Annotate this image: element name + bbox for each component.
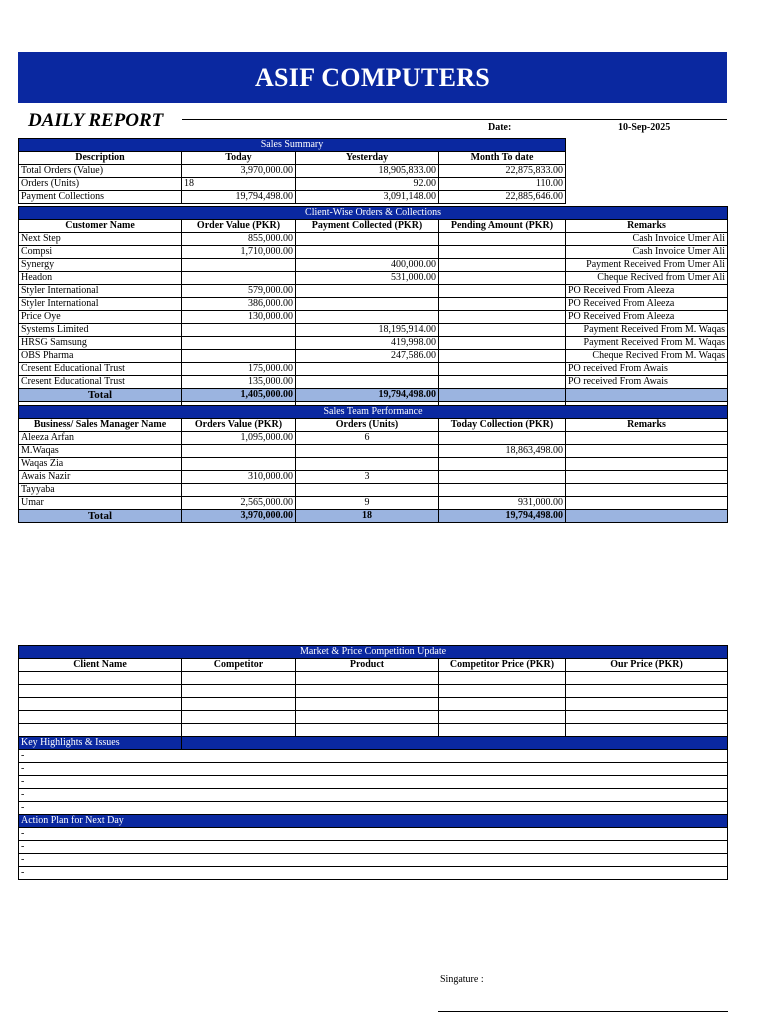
payment-collected [296,363,439,376]
signature-label: Singature : [440,974,484,985]
table-row [19,497,728,510]
column-header: Payment Collected (PKR) [296,220,439,233]
key-highlights-label: Key Highlights & Issues [19,737,182,750]
payment-collected: 18,195,914.00 [296,324,439,337]
manager-name: Awais Nazir [19,471,182,484]
sales-summary-table [18,138,566,204]
customer-name: Price Oye [19,311,182,324]
cell: 22,875,833.00 [439,165,566,178]
manager-name: M.Waqas [19,445,182,458]
highlight-item-text: - [19,776,728,789]
pending-amount [439,285,566,298]
pending-amount [439,311,566,324]
total-order-value: 1,405,000.00 [182,389,296,402]
payment-collected [296,298,439,311]
table-row [19,350,728,363]
manager-name: Waqas Zia [19,458,182,471]
client-wise-table [18,206,728,523]
cell: 18 [182,178,296,191]
remarks: PO received From Awais [566,363,728,376]
remarks: Cheque Recived from Umer Ali [566,272,728,285]
total-today-collection: 19,794,498.00 [439,510,566,523]
manager-name: Aleeza Arfan [19,432,182,445]
column-header: Client Name [19,659,182,672]
orders-value: 310,000.00 [182,471,296,484]
section-title: Sales Summary [19,139,566,152]
action-item [19,841,728,854]
cell: Payment Collections [19,191,182,204]
table-row [19,259,728,272]
total-orders-value: 3,970,000.00 [182,510,296,523]
today-collection [439,484,566,497]
column-header: Product [296,659,439,672]
column-header: Customer Name [19,220,182,233]
pending-amount [439,376,566,389]
today-collection [439,458,566,471]
manager-name: Tayyaba [19,484,182,497]
customer-name: Cresent Educational Trust [19,376,182,389]
action-item [19,854,728,867]
orders-units [296,484,439,497]
remarks: PO Received From Aleeza [566,285,728,298]
table-row [19,685,728,698]
highlight-item [19,776,728,789]
section-title: Sales Team Performance [19,406,728,419]
order-value: 175,000.00 [182,363,296,376]
market-competition-table [18,645,728,880]
table-row [19,311,728,324]
action-item-text: - [19,841,728,854]
column-header: Pending Amount (PKR) [439,220,566,233]
remarks [566,458,728,471]
action-item-text: - [19,867,728,880]
highlight-item [19,763,728,776]
orders-value: 2,565,000.00 [182,497,296,510]
table-row [19,233,728,246]
orders-units: 3 [296,471,439,484]
action-item-text: - [19,854,728,867]
today-collection: 18,863,498.00 [439,445,566,458]
cell: Orders (Units) [19,178,182,191]
orders-units [296,445,439,458]
table-row [19,471,728,484]
remarks: PO Received From Aleeza [566,311,728,324]
highlight-item [19,750,728,763]
customer-name: Systems Limited [19,324,182,337]
order-value [182,324,296,337]
remarks [566,484,728,497]
highlight-item-text: - [19,750,728,763]
order-value: 135,000.00 [182,376,296,389]
section-title: Market & Price Competition Update [19,646,728,659]
table-row [19,272,728,285]
orders-value: 1,095,000.00 [182,432,296,445]
highlight-item [19,789,728,802]
order-value: 130,000.00 [182,311,296,324]
pending-amount [439,324,566,337]
cell: 3,970,000.00 [182,165,296,178]
cell [566,389,728,402]
table-row [19,165,566,178]
orders-value [182,458,296,471]
pending-amount [439,246,566,259]
highlight-item-text: - [19,789,728,802]
total-payment-collected: 19,794,498.00 [296,389,439,402]
pending-amount [439,363,566,376]
remarks: Cheque Recived From M. Waqas [566,350,728,363]
pending-amount [439,350,566,363]
customer-name: Cresent Educational Trust [19,363,182,376]
column-header: Our Price (PKR) [566,659,728,672]
remarks: PO Received From Aleeza [566,298,728,311]
table-row [19,298,728,311]
report-title: DAILY REPORT [28,110,164,131]
order-value: 855,000.00 [182,233,296,246]
cell: 3,091,148.00 [296,191,439,204]
table-row [19,458,728,471]
orders-units [296,458,439,471]
total-row [19,389,728,402]
orders-units: 9 [296,497,439,510]
table-row [19,484,728,497]
remarks [566,445,728,458]
table-row [19,363,728,376]
action-item-text: - [19,828,728,841]
remarks [566,497,728,510]
table-row [19,711,728,724]
table-row [19,432,728,445]
order-value [182,259,296,272]
cell: 92.00 [296,178,439,191]
cell: 22,885,646.00 [439,191,566,204]
today-collection [439,432,566,445]
table-row [19,285,728,298]
cell [439,389,566,402]
customer-name: OBS Pharma [19,350,182,363]
title-rule [182,119,727,120]
total-label: Total [19,389,182,402]
column-header: Competitor Price (PKR) [439,659,566,672]
date-value: 10-Sep-2025 [618,122,671,133]
cell: Total Orders (Value) [19,165,182,178]
total-row [19,510,728,523]
remarks [566,432,728,445]
section-title: Client-Wise Orders & Collections [19,207,728,220]
customer-name: Compsi [19,246,182,259]
customer-name: HRSG Samsung [19,337,182,350]
pending-amount [439,233,566,246]
column-header: Business/ Sales Manager Name [19,419,182,432]
order-value [182,350,296,363]
column-header: Order Value (PKR) [182,220,296,233]
customer-name: Headon [19,272,182,285]
company-header: ASIF COMPUTERS [18,52,727,103]
remarks: Payment Received From M. Waqas [566,324,728,337]
highlight-item-text: - [19,802,728,815]
payment-collected: 531,000.00 [296,272,439,285]
order-value: 579,000.00 [182,285,296,298]
table-row [19,724,728,737]
cell: 110.00 [439,178,566,191]
payment-collected [296,311,439,324]
customer-name: Styler International [19,285,182,298]
column-header: Description [19,152,182,165]
manager-name: Umar [19,497,182,510]
total-orders-units: 18 [296,510,439,523]
order-value [182,272,296,285]
pending-amount [439,298,566,311]
column-header: Orders Value (PKR) [182,419,296,432]
column-header: Remarks [566,220,728,233]
remarks: PO received From Awais [566,376,728,389]
order-value: 386,000.00 [182,298,296,311]
order-value [182,337,296,350]
highlight-item [19,802,728,815]
customer-name: Synergy [19,259,182,272]
payment-collected [296,233,439,246]
orders-units: 6 [296,432,439,445]
table-row [19,337,728,350]
table-row [19,178,566,191]
signature-line[interactable] [438,1011,728,1012]
total-label: Total [19,510,182,523]
table-row [19,246,728,259]
cell [566,510,728,523]
table-row [19,324,728,337]
table-row [19,191,566,204]
today-collection: 931,000.00 [439,497,566,510]
payment-collected [296,285,439,298]
payment-collected: 400,000.00 [296,259,439,272]
action-item [19,867,728,880]
remarks [566,471,728,484]
remarks: Cash Invoice Umer Ali [566,233,728,246]
payment-collected: 419,998.00 [296,337,439,350]
highlight-item-text: - [19,763,728,776]
payment-collected [296,246,439,259]
column-header: Yesterday [296,152,439,165]
customer-name: Next Step [19,233,182,246]
cell: 18,905,833.00 [296,165,439,178]
payment-collected: 247,586.00 [296,350,439,363]
column-header: Month To date [439,152,566,165]
orders-value [182,484,296,497]
table-row [19,445,728,458]
customer-name: Styler International [19,298,182,311]
orders-value [182,445,296,458]
pending-amount [439,337,566,350]
column-header: Today [182,152,296,165]
remarks: Payment Received From M. Waqas [566,337,728,350]
cell: 19,794,498.00 [182,191,296,204]
table-row [19,376,728,389]
pending-amount [439,259,566,272]
today-collection [439,471,566,484]
payment-collected [296,376,439,389]
action-item [19,828,728,841]
column-header: Competitor [182,659,296,672]
remarks: Payment Received From Umer Ali [566,259,728,272]
order-value: 1,710,000.00 [182,246,296,259]
table-row [19,672,728,685]
column-header: Orders (Units) [296,419,439,432]
action-plan-label: Action Plan for Next Day [19,815,728,828]
column-header: Remarks [566,419,728,432]
pending-amount [439,272,566,285]
remarks: Cash Invoice Umer Ali [566,246,728,259]
date-label: Date: [488,122,512,133]
table-row [19,698,728,711]
column-header: Today Collection (PKR) [439,419,566,432]
